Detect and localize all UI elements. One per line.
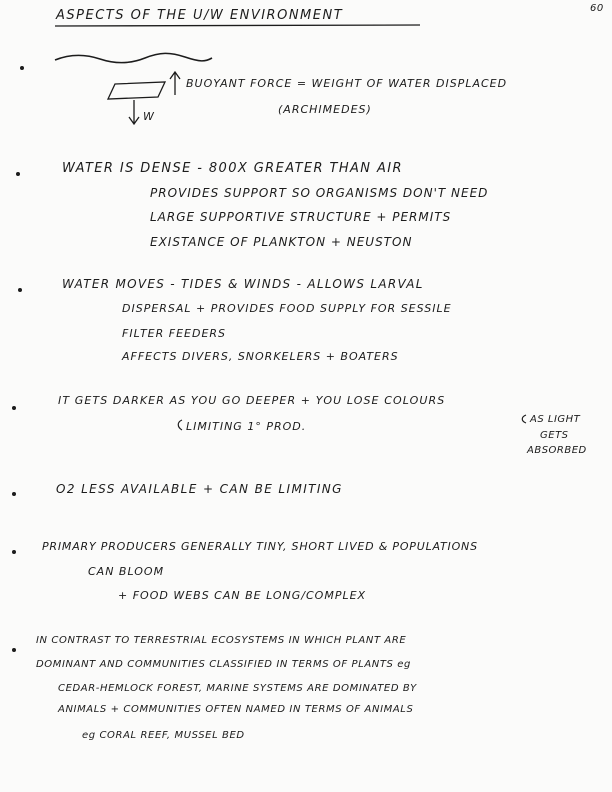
contrast-line-1: IN CONTRAST TO TERRESTRIAL ECOSYSTEMS IN WHICH PLANT ARE bbox=[36, 635, 407, 646]
movement-line-2: DISPERSAL + PROVIDES FOOD SUPPLY FOR SESSILE bbox=[122, 302, 452, 315]
light-side-note-1: AS LIGHT bbox=[530, 414, 581, 425]
page-number: 60 bbox=[590, 3, 604, 14]
contrast-line-2: DOMINANT AND COMMUNITIES CLASSIFIED IN TERMS OF PLANTS eg bbox=[36, 659, 411, 670]
oxygen-line: O2 LESS AVAILABLE + CAN BE LIMITING bbox=[56, 482, 343, 496]
movement-line-3: FILTER FEEDERS bbox=[122, 327, 227, 340]
density-line-2: PROVIDES SUPPORT SO ORGANISMS DON'T NEED bbox=[150, 186, 489, 200]
weight-arrow-icon bbox=[129, 100, 139, 124]
bullet bbox=[12, 406, 16, 410]
producers-line-2: CAN BLOOM bbox=[88, 565, 165, 578]
density-line-4: EXISTANCE OF PLANKTON + NEUSTON bbox=[150, 235, 413, 249]
archimedes-text: (ARCHIMEDES) bbox=[278, 103, 372, 116]
bullet bbox=[12, 492, 16, 496]
light-side-note-2: GETS bbox=[540, 430, 569, 441]
movement-line-1: WATER MOVES - TIDES & WINDS - ALLOWS LARVAL bbox=[62, 277, 424, 291]
bullet bbox=[18, 288, 22, 292]
movement-line-4: AFFECTS DIVERS, SNORKELERS + BOATERS bbox=[122, 350, 399, 363]
contrast-line-4: ANIMALS + COMMUNITIES OFTEN NAMED IN TERMS OF ANIMALS bbox=[58, 704, 414, 715]
buoyant-force-arrow-icon bbox=[170, 72, 180, 95]
bullet bbox=[12, 648, 16, 652]
water-surface-wave-icon bbox=[55, 53, 212, 62]
page-title: ASPECTS OF THE U/W ENVIRONMENT bbox=[56, 8, 344, 23]
producers-line-1: PRIMARY PRODUCERS GENERALLY TINY, SHORT LIVED & POPULATIONS bbox=[42, 540, 478, 553]
note-brace-icon bbox=[178, 420, 182, 430]
weight-label: W bbox=[143, 110, 155, 123]
density-line-3: LARGE SUPPORTIVE STRUCTURE + PERMITS bbox=[150, 210, 452, 224]
light-side-note-3: ABSORBED bbox=[527, 445, 587, 456]
title-underline bbox=[55, 25, 420, 26]
side-note-brace-icon bbox=[522, 415, 526, 423]
bullet bbox=[20, 66, 24, 70]
floating-object-icon bbox=[108, 82, 165, 99]
density-line-1: WATER IS DENSE - 800X GREATER THAN AIR bbox=[62, 161, 403, 176]
light-note: LIMITING 1° PROD. bbox=[186, 420, 307, 433]
producers-line-3: + FOOD WEBS CAN BE LONG/COMPLEX bbox=[118, 589, 367, 602]
contrast-line-5: eg CORAL REEF, MUSSEL BED bbox=[82, 730, 245, 741]
light-line-1: IT GETS DARKER AS YOU GO DEEPER + YOU LOSE COLOURS bbox=[58, 394, 446, 407]
bullet bbox=[12, 550, 16, 554]
buoyant-force-text: BUOYANT FORCE = WEIGHT OF WATER DISPLACED bbox=[186, 77, 508, 90]
bullet bbox=[16, 172, 20, 176]
contrast-line-3: CEDAR-HEMLOCK FOREST, MARINE SYSTEMS ARE DOMINATED BY bbox=[58, 683, 417, 694]
